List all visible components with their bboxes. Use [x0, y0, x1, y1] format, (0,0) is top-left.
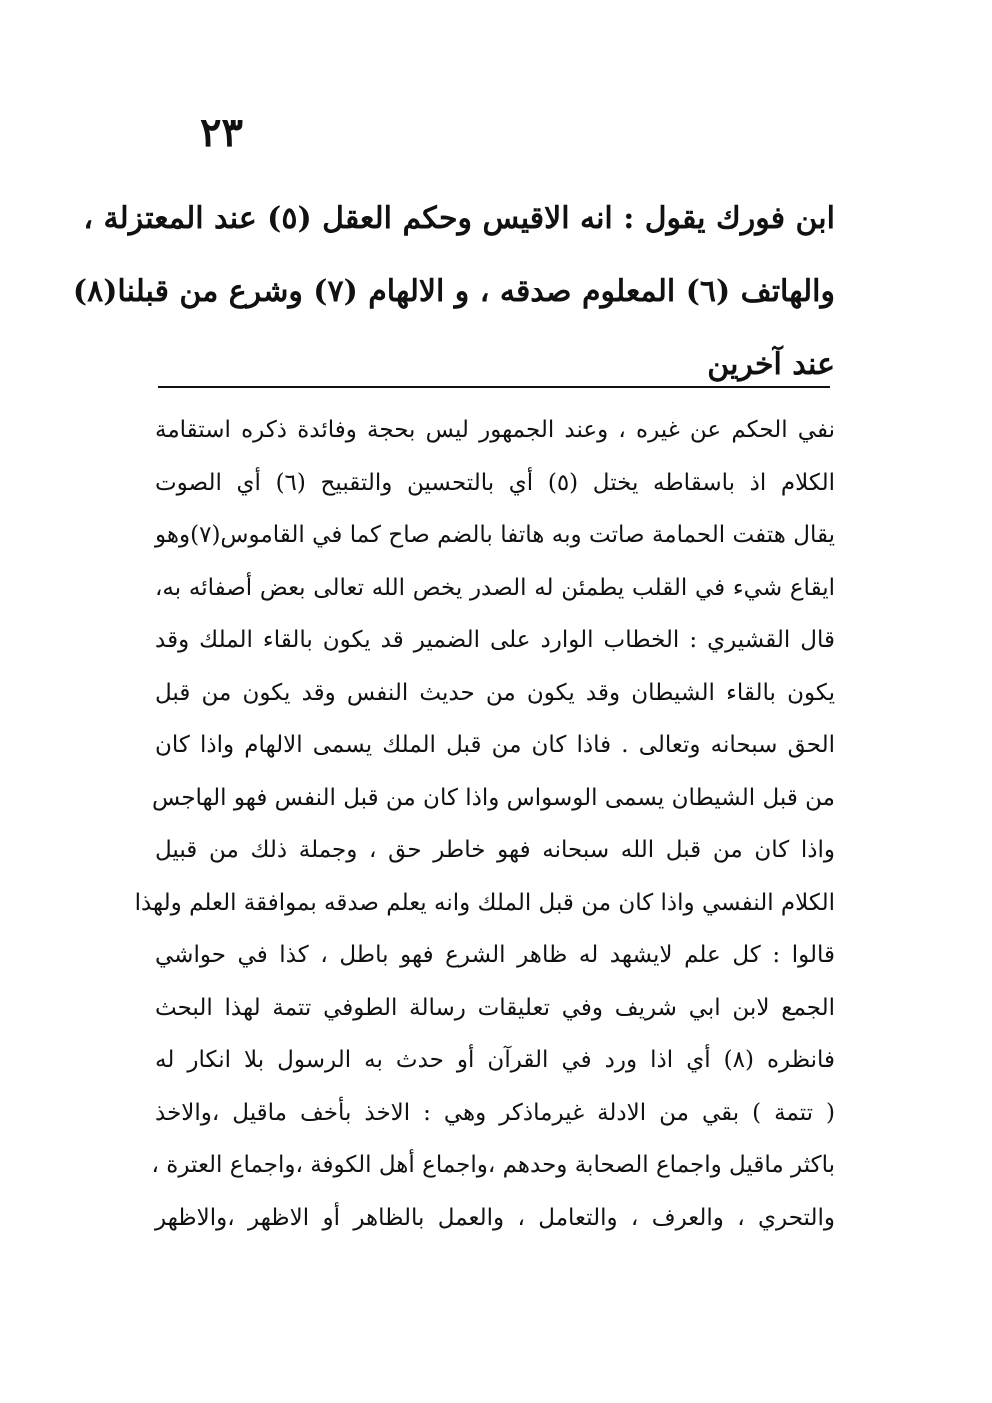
main-text	[72, 182, 835, 401]
footnote-line: فانظره (٨) أي اذا ورد في القرآن أو حدث به الرسول بلا انكار له	[155, 1047, 836, 1073]
footnote-line: من قبل الشيطان يسمى الوسواس واذا كان من قبل النفس فهو الهاجس	[152, 784, 835, 811]
footnote-line: الكلام النفسي واذا كان من قبل الملك وانه يعلم صدقه بموافقة العلم ولهذا	[134, 889, 835, 916]
main-text-line: والهاتف (٦) المعلوم صدقه ، و الالهام (٧) وشرع من قبلنا(٨)	[72, 274, 835, 309]
footnote-line: والتحري ، والعرف ، والتعامل ، والعمل بالظاهر أو الاظهر ،والاظهر	[155, 1204, 835, 1231]
page-number: ٢٣	[200, 109, 243, 156]
footnote-line: ايقاع شيء في القلب يطمئن له الصدر يخص الله تعالى بعض أصفائه به،	[155, 574, 835, 601]
main-text-line: عند آخرين	[707, 347, 835, 382]
main-text-line: ابن فورك يقول : انه الاقيس وحكم العقل (٥) عند المعتزلة ،	[83, 201, 835, 236]
footnote-line: قال القشيري : الخطاب الوارد على الضمير قد يكون بالقاء الملك وقد	[155, 627, 835, 653]
footnote-line: ( تتمة ) بقي من الادلة غيرماذكر وهي : الاخذ بأخف ماقيل ،والاخذ	[155, 1099, 835, 1126]
footnote-line: الجمع لابن ابي شريف وفي تعليقات رسالة الطوفي تتمة لهذا البحث	[155, 994, 835, 1021]
footnote-line: واذا كان من قبل الله سبحانه فهو خاطر حق ، وجملة ذلك من قبيل	[155, 837, 835, 863]
footnote-line: الحق سبحانه وتعالى . فاذا كان من قبل الملك يسمى الالهام واذا كان	[155, 732, 835, 758]
footnote-line: يكون بالقاء الشيطان وقد يكون من حديث النفس وقد يكون من قبل	[155, 679, 835, 706]
footnote-divider	[158, 386, 830, 388]
footnote-line: الكلام اذ باسقاطه يختل (٥) أي بالتحسين والتقبيح (٦) أي الصوت	[155, 469, 835, 496]
footnote-line: باكثر ماقيل واجماع الصحابة وحدهم ،واجماع أهل الكوفة ،واجماع العترة ،	[151, 1152, 835, 1178]
footnote-line: نفي الحكم عن غيره ، وعند الجمهور ليس بحجة وفائدة ذكره استقامة	[155, 417, 835, 443]
footnote-line: يقال هتفت الحمامة صاتت وبه هاتفا بالضم صاح كما في القاموس(٧)وهو	[155, 522, 835, 548]
footnotes	[134, 404, 836, 1244]
footnote-line: قالوا : كل علم لايشهد له ظاهر الشرع فهو باطل ، كذا في حواشي	[155, 942, 835, 968]
